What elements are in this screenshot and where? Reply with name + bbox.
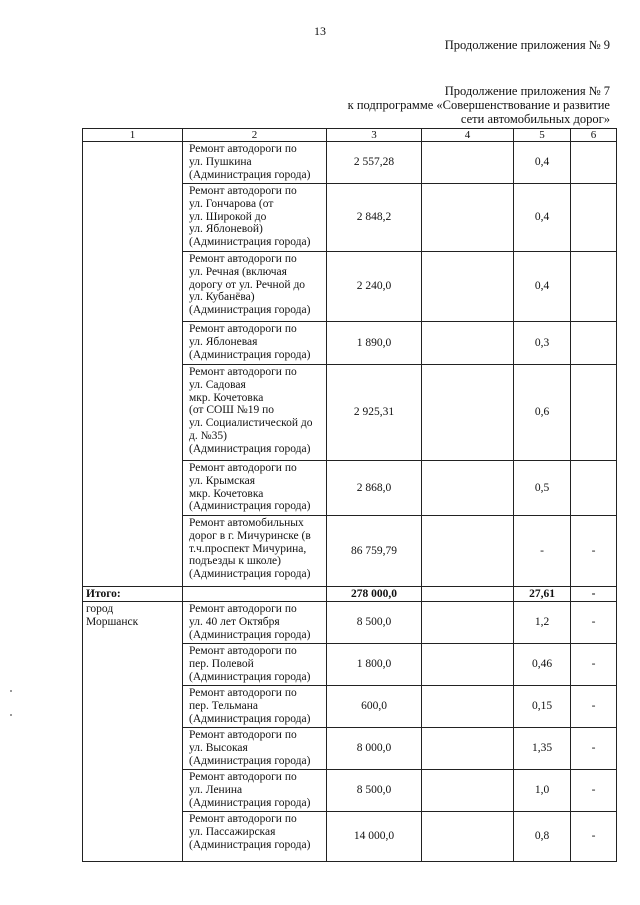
length-value: 1,0: [514, 770, 571, 812]
appendix-7-continuation: [348, 84, 610, 126]
total-length: 27,61: [514, 587, 571, 602]
col4-value: [422, 812, 514, 862]
road-name: Ремонт автодороги по ул. 40 лет Октября (Администрация города): [183, 602, 327, 644]
table-row: [83, 602, 617, 644]
road-name: Ремонт автомобильных дорог в г. Мичуринске (в т.ч.проспект Мичурина, подъезды к школе) (Администрация города): [183, 516, 327, 587]
table-header-row: [83, 129, 617, 142]
col6-value: [571, 365, 617, 461]
header-cell: 2: [183, 129, 327, 142]
amount: 14 000,0: [327, 812, 422, 862]
appendix-9-continuation: Продолжение приложения № 9: [444, 38, 610, 52]
amount: 2 240,0: [327, 252, 422, 322]
road-name: Ремонт автодороги по ул. Яблоневая (Администрация города): [183, 322, 327, 365]
header-cell: 3: [327, 129, 422, 142]
col6-value: [571, 184, 617, 252]
col6-value: -: [571, 516, 617, 587]
total-row: [83, 587, 617, 602]
col6-value: [571, 252, 617, 322]
road-name: Ремонт автодороги по ул. Речная (включая дорогу от ул. Речной до ул. Кубанёва) (Администрация города): [183, 252, 327, 322]
table-row: [83, 142, 617, 184]
amount: 600,0: [327, 686, 422, 728]
length-value: 0,15: [514, 686, 571, 728]
appendix-7-line1: Продолжение приложения № 7: [444, 84, 610, 98]
col4-value: [422, 322, 514, 365]
total-col4: [422, 587, 514, 602]
length-value: 0,6: [514, 365, 571, 461]
col4-value: [422, 728, 514, 770]
total-amount: 278 000,0: [327, 587, 422, 602]
appendix-7-line2: к подпрограмме «Совершенствование и развитие: [347, 98, 610, 112]
total-label: Итого:: [83, 587, 183, 602]
length-value: 0,4: [514, 142, 571, 184]
amount: 8 500,0: [327, 770, 422, 812]
municipality-cell: [83, 142, 183, 587]
col6-value: [571, 322, 617, 365]
col4-value: [422, 516, 514, 587]
length-value: 0,4: [514, 252, 571, 322]
amount: 2 925,31: [327, 365, 422, 461]
amount: 1 890,0: [327, 322, 422, 365]
amount: 8 000,0: [327, 728, 422, 770]
length-value: 0,3: [514, 322, 571, 365]
road-name: Ремонт автодороги по ул. Крымская мкр. Кочетовка (Администрация города): [183, 461, 327, 516]
col6-value: -: [571, 770, 617, 812]
road-name: Ремонт автодороги по ул. Высокая (Администрация города): [183, 728, 327, 770]
length-value: 0,4: [514, 184, 571, 252]
amount: 8 500,0: [327, 602, 422, 644]
length-value: 0,5: [514, 461, 571, 516]
roads-table: [82, 128, 617, 862]
length-value: -: [514, 516, 571, 587]
road-name: Ремонт автодороги по ул. Гончарова (от ул. Широкой до ул. Яблоневой) (Администрация города): [183, 184, 327, 252]
col4-value: [422, 142, 514, 184]
length-value: 1,35: [514, 728, 571, 770]
col4-value: [422, 770, 514, 812]
col6-value: -: [571, 812, 617, 862]
col4-value: [422, 184, 514, 252]
col6-value: -: [571, 686, 617, 728]
col4-value: [422, 686, 514, 728]
header-cell: 6: [571, 129, 617, 142]
road-name: Ремонт автодороги по ул. Пушкина (Администрация города): [183, 142, 327, 184]
scan-speck: [10, 690, 12, 692]
amount: 2 557,28: [327, 142, 422, 184]
appendix-7-line3: сети автомобильных дорог»: [460, 112, 610, 126]
col4-value: [422, 365, 514, 461]
col6-value: -: [571, 602, 617, 644]
col4-value: [422, 602, 514, 644]
col4-value: [422, 252, 514, 322]
length-value: 0,46: [514, 644, 571, 686]
header-cell: 5: [514, 129, 571, 142]
road-name: Ремонт автодороги по ул. Садовая мкр. Кочетовка (от СОШ №19 по ул. Социалистической до д. №35) (Администрация города): [183, 365, 327, 461]
amount: 2 868,0: [327, 461, 422, 516]
scan-speck: [10, 714, 12, 716]
road-name: Ремонт автодороги по пер. Тельмана (Администрация города): [183, 686, 327, 728]
col4-value: [422, 461, 514, 516]
col6-value: [571, 142, 617, 184]
col4-value: [422, 644, 514, 686]
length-value: 1,2: [514, 602, 571, 644]
header-cell: 4: [422, 129, 514, 142]
length-value: 0,8: [514, 812, 571, 862]
road-name: Ремонт автодороги по пер. Полевой (Администрация города): [183, 644, 327, 686]
road-name: Ремонт автодороги по ул. Ленина (Администрация города): [183, 770, 327, 812]
road-name: Ремонт автодороги по ул. Пассажирская (Администрация города): [183, 812, 327, 862]
municipality-cell: город Моршанск: [83, 602, 183, 862]
col6-value: -: [571, 644, 617, 686]
amount: 86 759,79: [327, 516, 422, 587]
col6-value: [571, 461, 617, 516]
amount: 2 848,2: [327, 184, 422, 252]
amount: 1 800,0: [327, 644, 422, 686]
page-number: 13: [314, 24, 326, 38]
total-col6: -: [571, 587, 617, 602]
col6-value: -: [571, 728, 617, 770]
total-empty: [183, 587, 327, 602]
header-cell: 1: [83, 129, 183, 142]
